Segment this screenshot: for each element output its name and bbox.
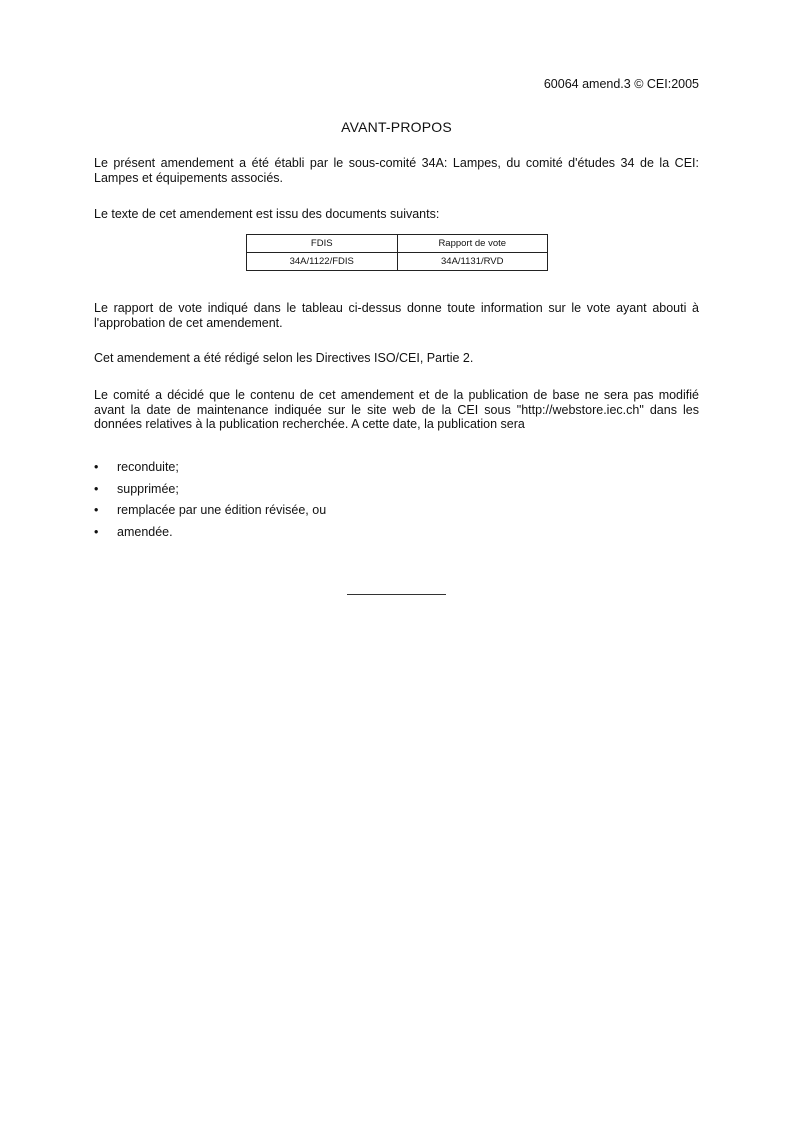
table-cell-fdis: 34A/1122/FDIS <box>247 253 398 271</box>
paragraph-directives: Cet amendement a été rédigé selon les Directives ISO/CEI, Partie 2. <box>94 351 474 365</box>
paragraph-voting-report: Le rapport de vote indiqué dans le tableau ci-dessus donne toute information sur le vote ayant abouti à l'approbation de cet amendement. <box>94 301 699 330</box>
bullet-marker: • <box>94 503 99 517</box>
paragraph-maintenance: Le comité a décidé que le contenu de cet amendement et de la publication de base ne sera pas modifié avant la date de maintenance indiquée sur le site web de la CEI sous "http://webstore.iec.ch" dans les données relatives à la publication recherchée. A cette date, la publication sera <box>94 388 699 431</box>
table-header-voting-report: Rapport de vote <box>397 235 548 253</box>
bullet-marker: • <box>94 481 99 496</box>
publication-outcome-list <box>94 460 326 546</box>
end-divider <box>347 594 446 595</box>
bullet-marker: • <box>94 460 99 474</box>
list-item-text: remplacée par une édition révisée, ou <box>117 503 327 517</box>
table-header-fdis: FDIS <box>247 235 398 253</box>
paragraph-subcommittee: Le présent amendement a été établi par le sous-comité 34A: Lampes, du comité d'études 34 de la CEI: Lampes et équipements associés. <box>94 156 699 185</box>
table-header-row <box>247 235 548 253</box>
list-item-text: supprimée; <box>117 481 179 496</box>
page-title: AVANT-PROPOS <box>341 119 452 135</box>
bullet-marker: • <box>94 524 99 539</box>
list-item <box>94 503 326 525</box>
table-row <box>247 253 548 271</box>
list-item <box>94 525 326 547</box>
list-item <box>94 460 326 482</box>
document-reference: 60064 amend.3 © CEI:2005 <box>543 77 699 91</box>
list-item-text: amendée. <box>117 524 173 539</box>
table-cell-rvd: 34A/1131/RVD <box>397 253 548 271</box>
list-item-text: reconduite; <box>117 460 179 474</box>
list-item <box>94 482 326 504</box>
voting-documents-table <box>246 234 548 271</box>
paragraph-documents-intro: Le texte de cet amendement est issu des documents suivants: <box>94 207 440 221</box>
